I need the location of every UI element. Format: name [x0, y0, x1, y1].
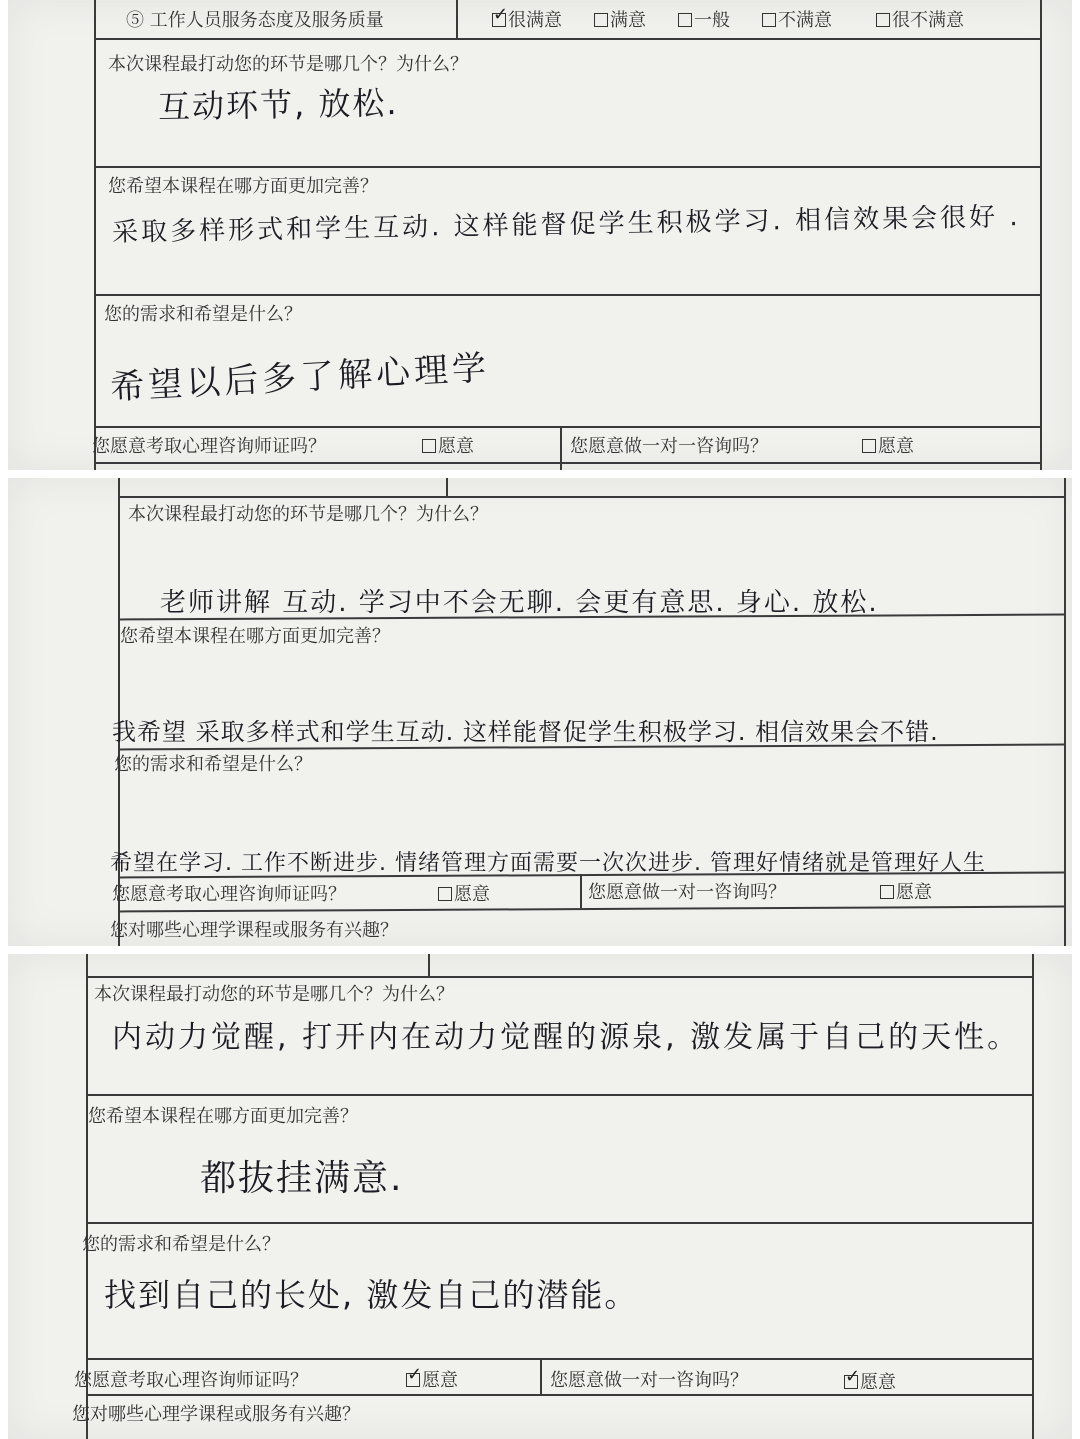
checkbox-icon[interactable] [762, 13, 776, 27]
checkbox-icon[interactable] [438, 887, 452, 901]
form-photo-1 [8, 0, 1072, 470]
q2-label: 您希望本课程在哪方面更加完善？ [108, 176, 378, 197]
q2-handwritten-answer: 采取多样形式和学生互动. 这样能督促学生积极学习. 相信效果会很好 . [111, 202, 1021, 248]
row-divider [120, 496, 1064, 498]
row-divider [88, 1222, 1032, 1224]
column-divider [540, 1358, 542, 1394]
consult-willing-option[interactable]: 愿意 [880, 878, 932, 904]
row-divider [88, 1394, 1032, 1396]
consult-question-label: 您愿意做一对一咨询吗？ [550, 1370, 748, 1391]
checkbox-checked-icon[interactable]: ✓ [493, 4, 509, 25]
cert-willing-option[interactable]: 愿意 [438, 880, 490, 906]
cert-question-label: 您愿意考取心理咨询师证吗？ [92, 436, 326, 457]
feedback-form-2 [110, 478, 1066, 946]
column-divider [580, 874, 582, 908]
q2-handwritten-answer: 我希望 采取多样式和学生互动. 这样能督促学生积极学习. 相信效果会不错. [112, 718, 939, 746]
interest-question-label: 您对哪些心理学课程或服务有兴趣？ [72, 1404, 360, 1425]
cert-question-label: 您愿意考取心理咨询师证吗？ [112, 884, 346, 905]
q3-label: 您的需求和希望是什么？ [82, 1234, 280, 1255]
checkbox-icon[interactable] [880, 885, 894, 899]
q1-label: 本次课程最打动您的环节是哪几个？为什么？ [128, 504, 488, 525]
row-divider [88, 1094, 1032, 1096]
checkbox-icon[interactable] [594, 13, 608, 27]
checkbox-icon[interactable] [678, 13, 692, 27]
row-divider [88, 976, 1032, 978]
row-divider [96, 38, 1040, 40]
cert-question-label: 您愿意考取心理咨询师证吗？ [74, 1370, 308, 1391]
option-very-satisfied[interactable]: ✓ 很满意 [493, 4, 562, 31]
row-divider [96, 166, 1040, 168]
form-photo-3 [8, 954, 1072, 1439]
q3-handwritten-answer: 找到自己的长处, 激发自己的潜能。 [104, 1276, 639, 1314]
consult-willing-option[interactable]: ✓ 愿意 [845, 1366, 896, 1393]
column-divider [446, 478, 448, 496]
cert-willing-option[interactable]: 愿意 [422, 432, 474, 458]
q2-label: 您希望本课程在哪方面更加完善？ [88, 1106, 358, 1127]
q1-label: 本次课程最打动您的环节是哪几个？为什么？ [108, 54, 468, 75]
q1-handwritten-answer: 互动环节, 放松. [157, 83, 399, 127]
option-satisfied[interactable]: 满意 [594, 6, 646, 32]
consult-question-label: 您愿意做一对一咨询吗？ [570, 436, 768, 457]
checkbox-icon[interactable] [862, 439, 876, 453]
checkbox-icon[interactable] [422, 439, 436, 453]
q3-label: 您的需求和希望是什么？ [114, 754, 312, 775]
column-divider [428, 954, 430, 976]
consult-willing-option[interactable]: 愿意 [862, 432, 914, 458]
option-average[interactable]: 一般 [678, 6, 730, 32]
option-very-unsatisfied[interactable]: 很不满意 [876, 6, 964, 32]
q1-label: 本次课程最打动您的环节是哪几个？为什么？ [94, 984, 454, 1005]
row-divider [96, 426, 1040, 428]
q1-handwritten-answer: 内动力觉醒, 打开内在动力觉醒的源泉, 激发属于自己的天性。 [112, 1020, 1021, 1055]
form-photo-2 [8, 478, 1072, 946]
option-unsatisfied[interactable]: 不满意 [762, 6, 832, 32]
feedback-form-3 [72, 954, 1034, 1439]
column-divider [456, 0, 458, 38]
feedback-form-1 [94, 0, 1042, 470]
row-divider [88, 1358, 1032, 1360]
consult-question-label: 您愿意做一对一咨询吗？ [588, 882, 786, 903]
interest-question-label: 您对哪些心理学课程或服务有兴趣？ [110, 920, 398, 941]
q3-label: 您的需求和希望是什么？ [104, 304, 302, 325]
cert-willing-option[interactable]: ✓ 愿意 [407, 1364, 458, 1391]
service-quality-label: ⑤ 工作人员服务态度及服务质量 [126, 10, 384, 31]
checkbox-icon[interactable] [876, 13, 890, 27]
row-divider [96, 294, 1040, 296]
row-divider [96, 462, 1040, 464]
checkbox-checked-icon[interactable]: ✓ [845, 1366, 861, 1387]
q1-handwritten-answer: 老师讲解 互动. 学习中不会无聊. 会更有意思. 身心. 放松. [160, 588, 879, 618]
q2-label: 您希望本课程在哪方面更加完善？ [120, 626, 390, 647]
q3-handwritten-answer: 希望在学习. 工作不断进步. 情绪管理方面需要一次次进步. 管理好情绪就是管理好人生 [110, 851, 986, 876]
row-divider [120, 906, 1064, 913]
q2-handwritten-answer: 都抜挂满意. [200, 1158, 404, 1199]
q3-handwritten-answer: 希望以后多了解心理学 [109, 348, 491, 408]
checkbox-checked-icon[interactable]: ✓ [407, 1364, 423, 1385]
